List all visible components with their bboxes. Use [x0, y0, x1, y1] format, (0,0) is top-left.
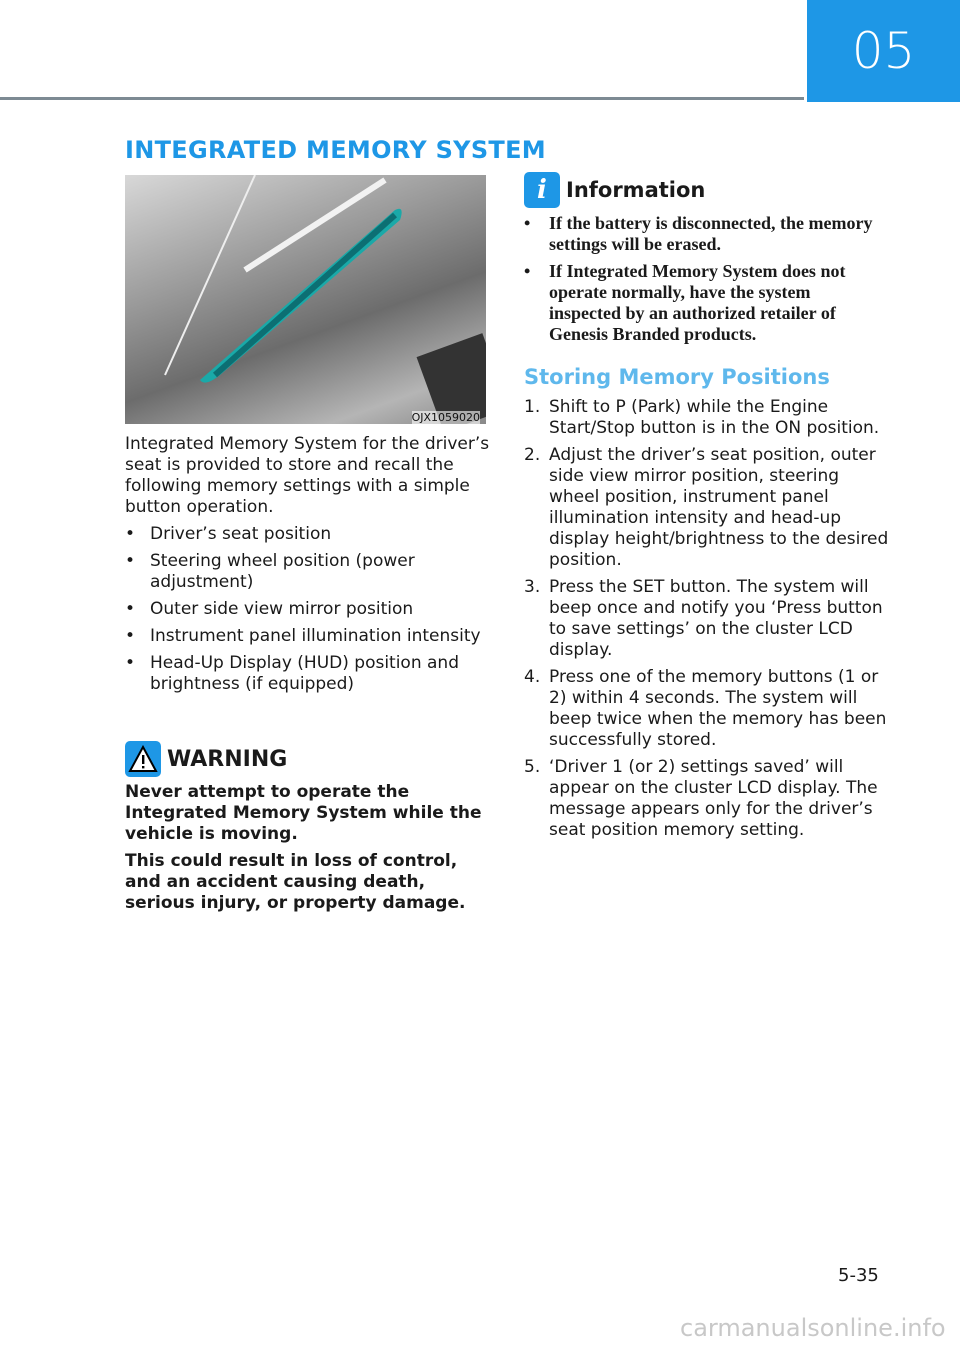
- step-item: 4. Press one of the memory buttons (1 or 2) within 4 seconds. The system will beep twice when the memory has been successfully stored.: [524, 667, 887, 750]
- warning-heading: WARNING: [167, 746, 288, 772]
- information-heading: Information: [566, 178, 706, 202]
- intro-text: Integrated Memory System for the driver’s seat is provided to store and recall the following memory settings with a simple button operation.: [125, 434, 490, 517]
- list-item: • Driver’s seat position: [125, 524, 490, 545]
- section-title: INTEGRATED MEMORY SYSTEM: [125, 136, 546, 164]
- info-icon: i: [524, 172, 560, 208]
- settings-list: [125, 524, 490, 695]
- step-item: 2. Adjust the driver’s seat position, outer side view mirror position, steering wheel position, instrument panel illumination intensity and head-up display height/brightness to the desired position.: [524, 445, 889, 570]
- warning-text: Never attempt to operate the Integrated Memory System while the vehicle is moving.: [125, 782, 482, 844]
- list-item: • Head-Up Display (HUD) position and brightness (if equipped): [125, 653, 490, 695]
- step-item: 3. Press the SET button. The system will beep once and notify you ‘Press button to save settings’ on the cluster LCD display.: [524, 577, 883, 660]
- step-item: 5. ‘Driver 1 (or 2) settings saved’ will appear on the cluster LCD display. The message appears only for the driver’s seat position memory setting.: [524, 757, 878, 840]
- step-item: 1. Shift to P (Park) while the Engine Start/Stop button is in the ON position.: [524, 397, 880, 438]
- chapter-tab: 05: [807, 0, 960, 102]
- subheading: Storing Memory Positions: [524, 365, 830, 389]
- warning-text: This could result in loss of control, and an accident causing death, serious injury, or property damage.: [125, 851, 466, 913]
- warning-triangle-icon: [125, 741, 161, 777]
- list-item: • Steering wheel position (power adjustment): [125, 551, 490, 593]
- page-number: 5-35: [838, 1265, 879, 1286]
- information-header: [524, 172, 705, 208]
- list-item: • If Integrated Memory System does not operate normally, have the system inspected by an authorized retailer of Genesis Branded products.: [524, 261, 884, 345]
- image-code: OJX1059020: [411, 411, 480, 424]
- watermark: carmanualsonline.info: [680, 1314, 946, 1342]
- memory-buttons-photo: [125, 175, 486, 424]
- steps-list: [524, 397, 889, 847]
- list-item: • Outer side view mirror position: [125, 599, 490, 620]
- warning-body: [125, 782, 485, 920]
- list-item: • If the battery is disconnected, the memory settings will be erased.: [524, 213, 884, 255]
- warning-header: [125, 741, 287, 777]
- header-rule: [0, 97, 804, 100]
- information-list: [524, 213, 884, 351]
- list-item: • Instrument panel illumination intensity: [125, 626, 490, 647]
